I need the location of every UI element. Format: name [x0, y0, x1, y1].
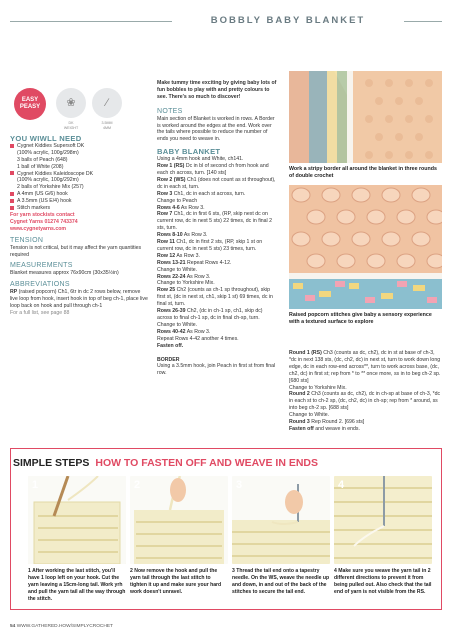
instruction-line	[157, 156, 279, 163]
measurements-heading: MEASUREMENTS	[10, 262, 73, 270]
popcorn-stitch-photo	[289, 185, 442, 309]
material-name: A 3.5mm (US E/4) hook	[17, 198, 72, 205]
blanket-corner-photo	[289, 71, 442, 163]
instruction-text: As Row 3.	[185, 273, 211, 280]
instruction-text: Ch2 (counts as ch-1 sp throughout), skip first st, (dc in next st, ch1, skip 1 st) 69 times, dc in final st, turn.	[157, 287, 273, 308]
instruction-text: Ch1, dc in first 6 sts, (RP, skip next dc on current row, dc in next 5 sts) 22 times, dc in final 2 sts, turn.	[157, 211, 273, 232]
popcorn-stitch-illustration	[289, 185, 442, 309]
instruction-label: Rows 40-42	[157, 328, 186, 335]
caption-border: Work a stripy border all around the blanket in three rounds of double crochet	[289, 166, 437, 179]
skill-level-badge	[14, 88, 46, 120]
instruction-text: Repeat Rows 4-12.	[185, 259, 232, 266]
step-4-body: Make sure you weave the yarn tail in 2 different directions to prevent it from being pulled out. Also check that the tail end of yarn is not visible from the RS.	[334, 568, 432, 595]
hook-size-icon: ∕	[92, 88, 122, 118]
material-item	[10, 171, 148, 178]
instruction-line	[157, 308, 279, 322]
instruction-line	[289, 419, 443, 426]
instruction-text: Ch1, dc in each st across, turn.	[172, 190, 246, 197]
tension-text: Tension is not critical, but it may affect the yarn quantities required	[10, 244, 142, 258]
instruction-line	[157, 198, 279, 205]
material-detail: (100% acrylic, 100g/292m)	[17, 177, 79, 184]
measurements-text: Blanket measures approx 76x90cm (30x35½in)	[10, 270, 119, 277]
step-2-illustration	[130, 476, 228, 564]
bullet-square-icon	[10, 171, 14, 175]
step-1-body: After working the last stitch, you'll have 1 loop left on your hook. Cut the yarn leaving a 15cm-long tail. Work yrh and pull the yarn tail all the way through the stitch.	[28, 568, 126, 602]
step-3-illustration	[232, 476, 330, 564]
materials-column	[10, 136, 148, 317]
instruction-label: Row 3	[157, 190, 173, 197]
instruction-line	[157, 267, 279, 274]
bullet-square-icon	[10, 144, 14, 148]
instruction-text: Using a 4mm hook and White, ch141.	[157, 156, 244, 163]
abbreviations-more: For a full list, see page 88	[10, 309, 70, 316]
instruction-text: Rep Round 2. [696 sts]	[309, 419, 365, 426]
instruction-text: Change to White.	[289, 412, 330, 419]
instruction-line	[157, 239, 279, 253]
border-rounds	[289, 350, 443, 433]
material-name: Cygnet Kiddies Supersoft DK	[17, 142, 85, 149]
instruction-line	[289, 391, 443, 412]
instruction-line	[157, 280, 279, 287]
abbreviations-heading: ABBREVIATIONS	[10, 281, 70, 289]
step-2-number: 2	[134, 479, 141, 491]
instruction-text: As Row 3.	[185, 328, 211, 335]
step-4-number: 4	[338, 479, 345, 491]
instruction-text: Change to Yorkshire Mix.	[157, 280, 215, 287]
instruction-label: Row 11	[157, 239, 175, 246]
instruction-line	[157, 329, 279, 336]
instruction-line	[157, 163, 279, 177]
instruction-text: and weave in ends.	[313, 425, 360, 432]
step-4-label: 4	[334, 568, 337, 574]
material-item	[10, 205, 148, 212]
instruction-label: Round 1 (RS)	[289, 350, 322, 356]
instruction-text: Ch1, dc in first 2 sts, (RP, skip 1 st on current row, dc in next 5 sts) 23 times, turn.	[157, 239, 263, 252]
step-3-text	[232, 568, 331, 596]
instruction-label: Rows 22-24	[157, 273, 186, 280]
step-2-photo	[130, 476, 228, 564]
instruction-text: Change to Peach	[157, 197, 198, 204]
material-name: Cygnet Kiddies Kaleidoscope DK	[17, 170, 94, 177]
bullet-square-icon	[10, 192, 14, 196]
instruction-text: Repeat Rows 4-42 another 4 times.	[157, 335, 239, 342]
stockists-web[interactable]: www.cygnetyarns.com	[10, 225, 67, 232]
instruction-line	[157, 211, 279, 232]
blanket-instructions	[157, 156, 279, 349]
instruction-label: Row 1 (RS)	[157, 163, 185, 170]
instruction-text: As Row 3.	[179, 204, 205, 211]
step-2-label: 2	[130, 568, 133, 574]
instruction-line	[157, 205, 279, 212]
border-text: Using a 3.5mm hook, join Peach in first st from final row.	[157, 363, 276, 377]
step-1-photo	[28, 476, 126, 564]
material-item	[10, 143, 148, 150]
dk-label: DK	[68, 121, 74, 125]
instruction-line	[157, 287, 279, 308]
instruction-label: Row 12	[157, 252, 176, 259]
instruction-text: Ch1 (does not count as st throughout), dc in each st, turn.	[157, 176, 276, 190]
step-4-text	[334, 568, 433, 596]
stockists-contact: Cygnet Yarns 01274 743374	[10, 218, 78, 225]
tension-heading: TENSION	[10, 236, 44, 244]
abbreviations-text	[10, 289, 148, 310]
instruction-label: Row 25	[157, 287, 176, 294]
instruction-text: Change to White.	[157, 321, 198, 328]
yarn-weight-icon: ❀	[56, 88, 86, 118]
instruction-label: Rows 26-39	[157, 308, 186, 315]
instruction-line	[157, 336, 279, 343]
skill-level-line2: PEASY	[19, 104, 41, 110]
bullet-square-icon	[10, 199, 14, 203]
notes-heading: NOTES	[157, 107, 183, 115]
stockists-line: For yarn stockists contact	[10, 211, 75, 218]
instruction-text: Ch3 (counts as dc, ch2), dc in ch-sp at base of ch-3, *dc in each st to ch-2 sp, (dc, ch2, dc) in ch-sp; rep from * around, ss into beg ch-2 sp. [688 sts]	[289, 391, 441, 412]
instruction-text: As Row 3.	[182, 232, 208, 239]
step-3-label: 3	[232, 568, 235, 574]
steps-title	[13, 457, 318, 469]
step-2-text	[130, 568, 229, 596]
materials-list	[10, 143, 148, 212]
instruction-line	[157, 322, 279, 329]
instruction-label: Round 3	[289, 419, 310, 426]
instruction-line	[157, 260, 279, 267]
intro-text: Make tummy time exciting by giving baby lots of fun bobbles to play with and pretty colours to see. There's so much to discover!	[157, 80, 277, 100]
material-detail: 3 balls of Peach (648)	[17, 156, 68, 163]
instruction-label: Row 7	[157, 211, 173, 218]
instruction-label: Round 2	[289, 391, 310, 398]
instruction-label: Rows 13-21	[157, 259, 186, 266]
instruction-line	[157, 191, 279, 198]
instruction-line	[289, 426, 443, 433]
page-title: BOBBLY BABY BLANKET	[210, 15, 366, 26]
instruction-line	[157, 232, 279, 239]
caption-popcorn: Raised popcorn stitches give baby a sensory experience with a textured surface to explore	[289, 312, 432, 325]
step-3-body: Thread the tail end onto a tapestry needle. On the WS, weave the needle up and down, in and out of the back of the stitches to secure the tail end.	[232, 568, 330, 595]
header-rule-left	[10, 21, 172, 22]
abbr-rp: RP	[10, 289, 18, 296]
step-1-text	[28, 568, 127, 603]
step-2-body: Now remove the hook and pull the yarn tail through the last stitch to tighten it up and make sure your hard work doesn't unravel.	[130, 568, 222, 595]
instruction-line	[289, 385, 443, 392]
instruction-text: As Row 3.	[175, 252, 200, 259]
step-1-label: 1	[28, 568, 31, 574]
material-detail: 1 ball of White (208)	[17, 163, 64, 170]
instruction-text: Ch3 (counts as dc, ch2), dc in st at base of ch-3, *dc in next 138 sts, (dc, ch2, dc) in next st, turn to work down long edge, dc in each row-end across**, turn to work across base, (dc, ch2, dc) in first st; rep from * to ** once more, ss in to beg ch-2 sp. [680 sts]	[289, 350, 441, 384]
hook-size-label	[90, 121, 124, 130]
footer	[10, 624, 113, 629]
step-1-number: 1	[32, 479, 39, 491]
footer-url[interactable]: WWW.GATHERED.HOW/SIMPLYCROCHET	[16, 624, 113, 629]
steps-title-a: SIMPLE STEPS	[13, 457, 90, 469]
instruction-text: Dc in bl of second ch from hook and each ch across, turn. [140 sts]	[157, 163, 269, 176]
step-1-illustration	[28, 476, 126, 564]
notes-text: Main section of Blanket is worked in rows. A Border is worked around the edges at the end. Work over the tails where possible to reduce the number of ends you need to weave in.	[157, 115, 275, 143]
border-round-instructions	[289, 350, 443, 433]
instruction-label: Fasten off.	[157, 342, 184, 349]
steps-title-b: HOW TO FASTEN OFF AND WEAVE IN ENDS	[95, 457, 319, 469]
instruction-label: Row 2 (WS)	[157, 176, 186, 183]
step-4-illustration	[334, 476, 432, 564]
instruction-text: Ch2, (dc in ch-1 sp, ch1, skip dc) across to final ch-1 sp, dc in final ch-sp, turn.	[157, 308, 263, 321]
page-number: 54	[10, 624, 16, 629]
instruction-text: Change to White.	[157, 266, 198, 273]
dk-sub: WEIGHT	[63, 125, 79, 130]
instruction-line	[157, 343, 279, 350]
you-will-need-heading: YOU WIWLL NEED	[10, 134, 82, 143]
instruction-line	[289, 412, 443, 419]
step-3-number: 3	[236, 479, 243, 491]
blanket-corner-illustration	[289, 71, 442, 163]
step-3-photo	[232, 476, 330, 564]
border-heading: BORDER	[157, 356, 180, 363]
material-item	[10, 191, 148, 198]
instruction-label: Rows 8-10	[157, 232, 183, 239]
material-name: Stitch markers	[17, 205, 51, 212]
header-rule-right	[404, 21, 442, 22]
bullet-square-icon	[10, 206, 14, 210]
material-detail: (100% acrylic, 100g/298m)	[17, 149, 79, 156]
instruction-label: Rows 4-6	[157, 204, 180, 211]
instruction-line	[157, 177, 279, 191]
instruction-text: Change to Yorkshire Mix.	[289, 384, 347, 391]
hook-sub: 4MM	[103, 125, 111, 130]
instruction-line	[157, 274, 279, 281]
material-name: A 4mm (US G/6) hook	[17, 191, 68, 198]
skill-level-line1: EASY	[21, 97, 39, 103]
instruction-line	[289, 350, 443, 385]
hook-label: 3.5MM	[101, 121, 113, 125]
instruction-line	[157, 253, 279, 260]
step-4-photo	[334, 476, 432, 564]
instruction-label: Fasten off	[289, 425, 314, 432]
material-item	[10, 198, 148, 205]
abbr-rp-text: (raised popcorn) Ch1, 6tr in dc 2 rows below, remove live loop from hook, insert hook in top of beg ch-1, place live loop back on hook and pull through ch-1	[10, 289, 148, 309]
material-detail: 2 balls of Yorkshire Mix (257)	[17, 184, 84, 191]
yarn-weight-label	[54, 121, 88, 130]
baby-blanket-heading: BABY BLANKET	[157, 147, 221, 157]
pattern-column	[157, 80, 279, 377]
